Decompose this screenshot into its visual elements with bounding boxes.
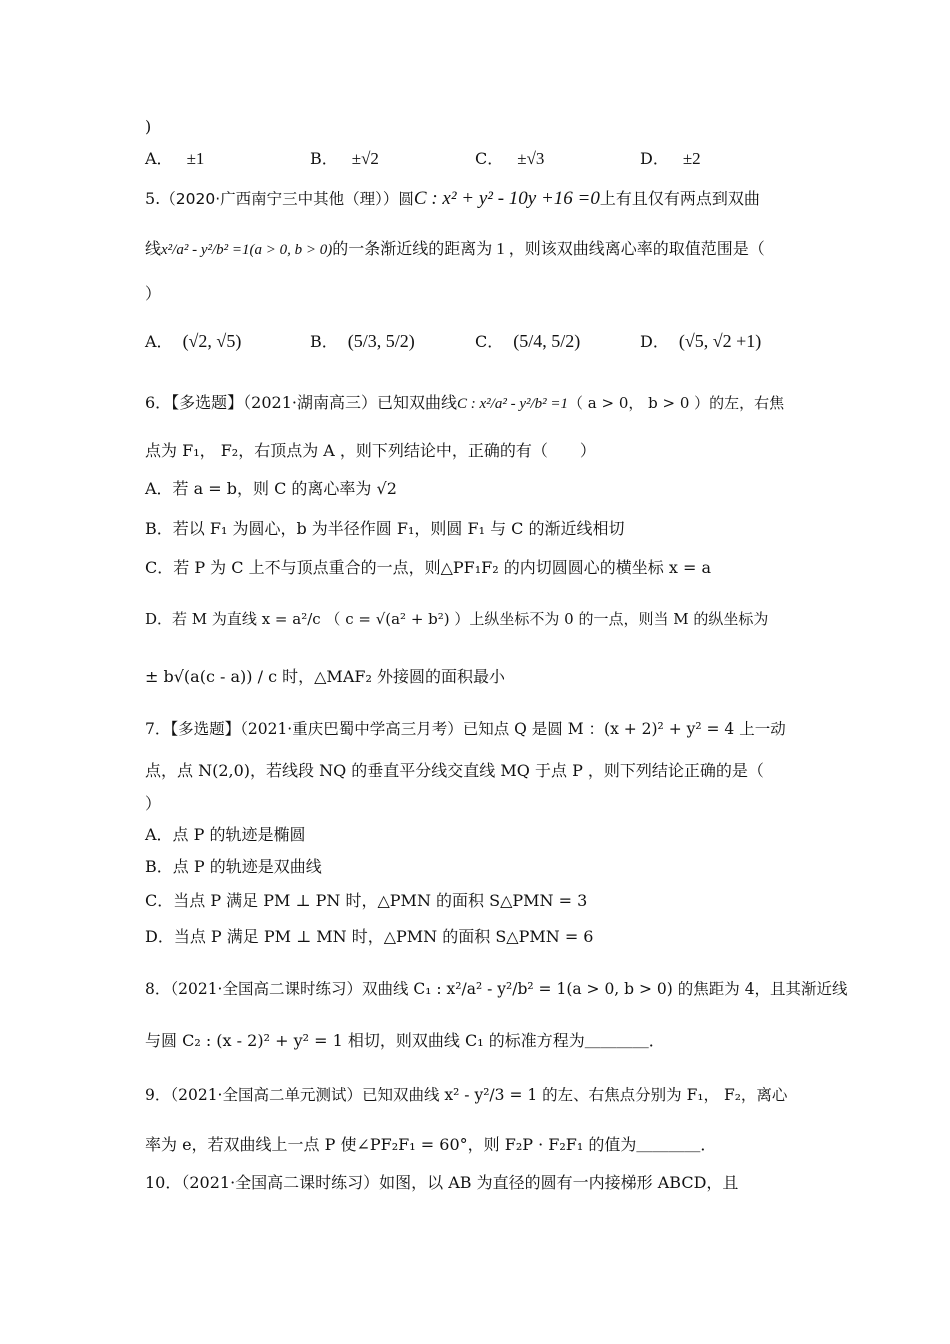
q9-line1: 9．（2021·全国高二单元测试）已知双曲线 x² - y²/3 = 1 的左、右焦点分别为 F₁， F₂，离心 (145, 1086, 788, 1104)
q6-option-b[interactable]: B．若以 F₁ 为圆心，b 为半径作圆 F₁，则圆 F₁ 与 C 的渐近线相切 (145, 519, 625, 538)
q10-line1: 10．（2021·全国高二课时练习）如图，以 AB 为直径的圆有一内接梯形 ABCD，且 (145, 1173, 739, 1192)
q5-option-b-label: B． (310, 332, 338, 351)
q7-close-paren: ） (145, 794, 162, 813)
q5-option-c-label: C． (475, 332, 504, 351)
q5-distance: 1 (496, 239, 505, 258)
q5-line2 (145, 234, 800, 265)
q8-line1: 8．（2021·全国高二课时练习）双曲线 C₁ : x²/a² - y²/b² = 1(a > 0, b > 0) 的焦距为 4，且其渐近线 (145, 980, 848, 998)
q5-option-a-label: A． (145, 332, 173, 351)
q6-line2: 点为 F₁， F₂，右顶点为 A ，则下列结论中，正确的有（ ） (145, 441, 596, 460)
q7-option-b[interactable]: B．点 P 的轨迹是双曲线 (145, 857, 322, 876)
q6-condition: （ a > 0， b > 0 ）的左，右焦 (568, 394, 785, 412)
q7-line1: 7．【多选题】（2021·重庆巴蜀中学高三月考）已知点 Q 是圆 M ：(x + 2)² + y² = 4 上一动 (145, 720, 786, 738)
q5-source: （2020·广西南宁三中其他（理））圆 (160, 190, 414, 208)
q5-text1: 上有且仅有两点到双曲 (599, 189, 760, 208)
q4-option-a-label: A． (145, 149, 173, 168)
q4-option-c-value: ±√3 (517, 149, 545, 168)
q4-option-a-value: ±1 (186, 149, 205, 168)
q5-line1 (145, 188, 800, 210)
q4-option-b[interactable] (310, 148, 379, 170)
q5-option-a[interactable] (145, 330, 241, 353)
q5-option-b-value: (5/3, 5/2) (347, 331, 415, 351)
q4-option-c-label: C． (475, 149, 504, 168)
q6-option-d-line1[interactable]: D．若 M 为直线 x = a²/c （ c = √(a² + b²) ）上纵坐标不为 0 的一点，则当 M 的纵坐标为 (145, 610, 769, 628)
q5-option-d-label: D． (640, 332, 669, 351)
q6-option-c[interactable]: C．若 P 为 C 上不与顶点重合的一点，则△PF₁F₂ 的内切圆圆心的横坐标 x = a (145, 558, 712, 577)
q6-equation: C : x²/a² - y²/b² =1 (457, 396, 569, 412)
q4-close-paren: ) (145, 117, 152, 136)
q5-option-a-value: (√2, √5) (182, 331, 242, 351)
q7-option-a[interactable]: A．点 P 的轨迹是椭圆 (145, 825, 306, 844)
q4-option-c[interactable] (475, 148, 544, 170)
q5-option-d[interactable] (640, 330, 761, 353)
q7-option-c[interactable]: C．当点 P 满足 PM ⊥ PN 时，△PMN 的面积 S△PMN = 3 (145, 891, 588, 910)
q7-line2: 点，点 N(2,0)，若线段 NQ 的垂直平分线交直线 MQ 于点 P ，则下列结论正确的是（ (145, 761, 764, 780)
q6-option-d-line2[interactable]: ± b√(a(c - a)) / c 时，△MAF₂ 外接圆的面积最小 (145, 667, 505, 686)
q4-option-b-label: B． (310, 149, 338, 168)
q5-circle-equation: C : x² + y² - 10y +16 =0 (413, 188, 600, 209)
q5-option-c[interactable] (475, 330, 580, 353)
q5-option-c-value: (5/4, 5/2) (513, 331, 581, 351)
q4-option-d-value: ±2 (682, 149, 701, 168)
q7-option-d[interactable]: D．当点 P 满足 PM ⊥ MN 时，△PMN 的面积 S△PMN = 6 (145, 927, 594, 946)
q4-option-d-label: D． (640, 149, 669, 168)
q8-line2: 与圆 C₂ : (x - 2)² + y² = 1 相切，则双曲线 C₁ 的标准方程为＿＿＿＿． (145, 1031, 665, 1050)
q4-option-d[interactable] (640, 148, 701, 170)
q6-head: 6．【多选题】（2021·湖南高三）已知双曲线 (145, 393, 457, 412)
q5-text2b: 的一条渐近线的距离为 (332, 239, 493, 258)
q6-option-a[interactable]: A．若 a = b，则 C 的离心率为 √2 (145, 479, 397, 498)
q6-line1 (145, 392, 800, 415)
q5-option-d-value: (√5, √2 +1) (678, 331, 762, 351)
q5-hyperbola: x²/a² - y²/b² =1(a > 0, b > 0) (161, 242, 333, 258)
q5-number: 5. (145, 189, 161, 208)
q5-text2c: ，则该双曲线离心率的取值范围是（ (508, 239, 765, 258)
q5-option-b[interactable] (310, 330, 415, 353)
q9-line2: 率为 e，若双曲线上一点 P 使∠PF₂F₁ = 60°，则 F₂P · F₂F₁ 的值为＿＿＿＿． (145, 1135, 717, 1154)
q4-option-b-value: ±√2 (351, 149, 379, 168)
q4-option-a[interactable] (145, 148, 204, 170)
q5-text2a: 线 (145, 239, 162, 258)
q5-close-paren: ） (145, 284, 162, 303)
